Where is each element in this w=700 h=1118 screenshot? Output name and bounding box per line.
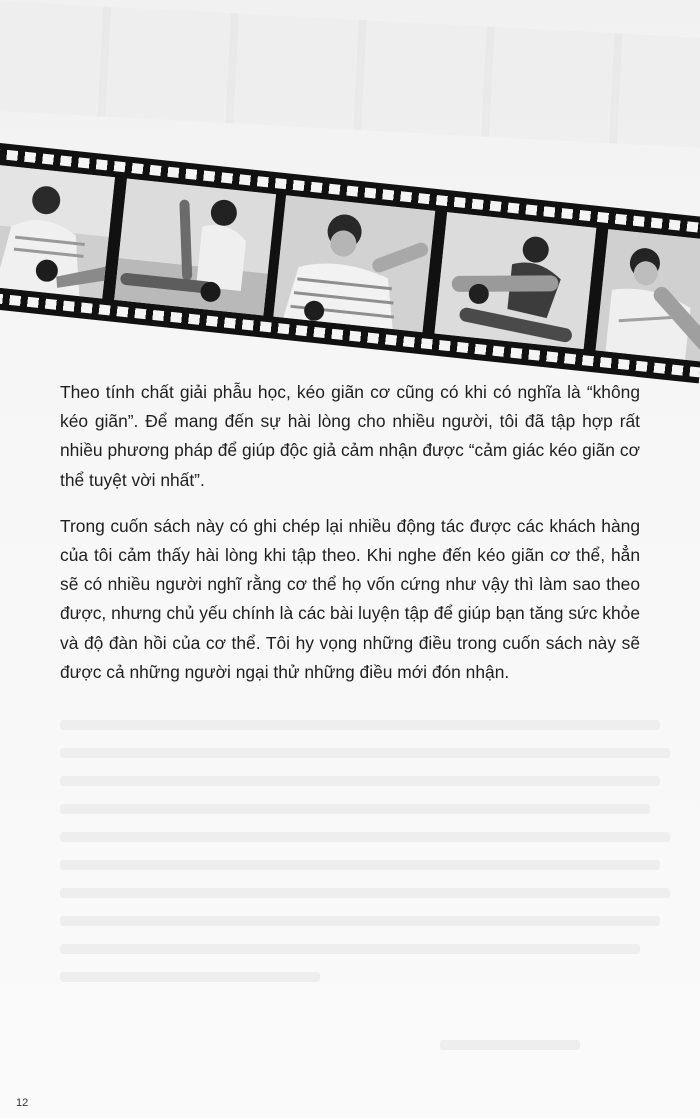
photo-stretching-5: [596, 229, 700, 363]
film-frame-photo-3: [273, 195, 435, 332]
show-through-text-line: [60, 748, 670, 758]
show-through-signature: [440, 1040, 580, 1050]
paragraph-1: Theo tính chất giải phẫu học, kéo giãn cơ cũng có khi có nghĩa là “không kéo giãn”. Để mang đến sự hài lòng cho nhiều người, tôi đã tập hợp rất nhiều phương pháp để giúp độc giả cảm nhận được “cảm giác kéo giãn cơ thể tuyệt vời nhất”.: [60, 382, 640, 490]
photo-stretching-2: [114, 179, 276, 316]
photo-stretching-1: [0, 165, 115, 299]
show-through-text-line: [60, 860, 660, 870]
film-frame-photo-5: [596, 229, 700, 363]
body-text: [60, 378, 640, 704]
show-through-text-line: [60, 888, 670, 898]
show-through-text-line: [60, 972, 320, 982]
film-frame-photo-4: [434, 212, 596, 349]
photo-stretching-3: [273, 195, 435, 332]
show-through-text-line: [60, 720, 660, 730]
show-through-text-line: [60, 916, 660, 926]
show-through-text-line: [60, 832, 670, 842]
show-through-text-line: [60, 776, 660, 786]
show-through-text-line: [60, 804, 650, 814]
film-frame-photo-2: [114, 179, 276, 316]
page-number: 12: [16, 1097, 29, 1109]
paragraph-2: Trong cuốn sách này có ghi chép lại nhiều động tác được các khách hàng của tôi cảm thấy hài lòng khi tập theo. Khi nghe đến kéo giãn cơ thể, hẳn sẽ có nhiều người nghĩ rằng cơ thể họ vốn cứng như vậy thì làm sao theo được, nhưng chủ yếu chính là các bài luyện tập để giúp bạn tăng sức khỏe và độ đàn hồi của cơ thể. Tôi hy vọng những điều trong cuốn sách này sẽ được cả những người ngại thử những điều mới đón nhận.: [60, 515, 640, 682]
show-through-text-line: [60, 944, 640, 954]
film-frame-photo-1: [0, 165, 115, 299]
photo-stretching-4: [434, 212, 596, 349]
